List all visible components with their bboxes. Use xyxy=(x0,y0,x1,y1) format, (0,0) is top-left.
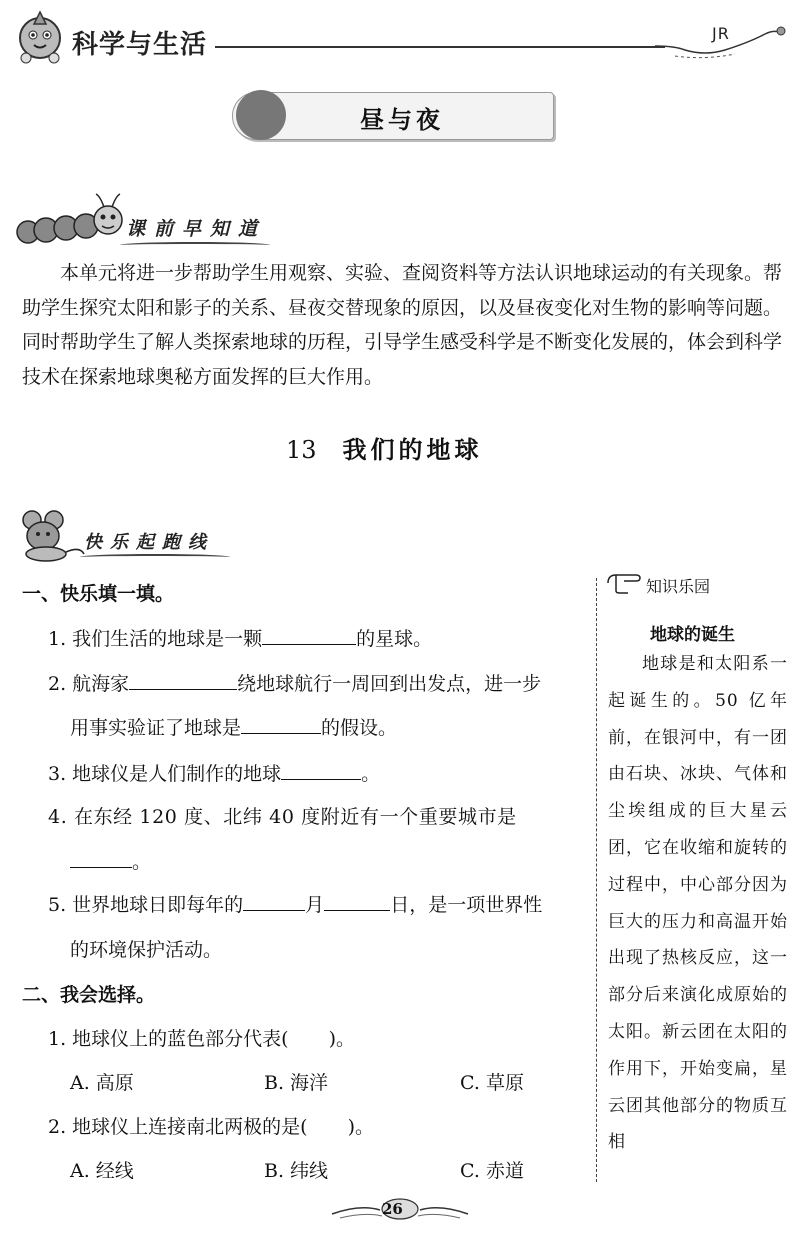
q2-text-line2: 用事实验证了地球是 xyxy=(70,717,242,739)
caterpillar-icon xyxy=(14,190,126,252)
choice1-option-a[interactable]: A. 高原 xyxy=(70,1072,134,1094)
q3-text-end: 。 xyxy=(361,763,381,785)
fill-question-5-line2 xyxy=(70,935,222,962)
choice1-stem-end: )。 xyxy=(328,1028,356,1050)
choice2-option-b[interactable]: B. 纬线 xyxy=(264,1160,329,1182)
q5-month-label: 月 xyxy=(305,894,325,916)
q4-blank[interactable] xyxy=(70,849,132,868)
q2-blank-2[interactable] xyxy=(241,715,321,734)
lesson-title: 我们的地球 xyxy=(342,436,483,464)
fill-question-4-line2 xyxy=(70,847,151,874)
q2-text: 2. 航海家 xyxy=(48,673,130,695)
section1-title: 一、快乐填一填。 xyxy=(22,583,175,605)
fill-question-5 xyxy=(48,890,542,917)
choice1-stem: 1. 地球仪上的蓝色部分代表( xyxy=(48,1028,289,1050)
series-title: 科学与生活 xyxy=(72,30,208,60)
practice-banner-underline xyxy=(80,554,230,560)
q1-text-end: 的星球。 xyxy=(356,628,433,650)
fill-question-2-line2 xyxy=(70,713,397,740)
choice2-option-c[interactable]: C. 赤道 xyxy=(460,1160,524,1182)
unit-intro-paragraph: 本单元将进一步帮助学生用观察、实验、查阅资料等方法认识地球运动的有关现象。帮助学生探究太阳和影子的关系、昼夜交替现象的原因，以及昼夜变化对生物的影响等问题。同时帮助学生了解人类探索地球的历程，引导学生感受科学是不断变化发展的，体会到科学技术在探索地球奥秘方面发挥的巨大作用。 xyxy=(22,262,783,388)
choice1-option-b[interactable]: B. 海洋 xyxy=(264,1072,329,1094)
q4-text: 4. 在东经 120 度、北纬 40 度附近有一个重要城市是 xyxy=(48,806,517,828)
q1-blank[interactable] xyxy=(262,626,356,645)
mouse-icon xyxy=(14,506,90,562)
fill-question-3 xyxy=(48,759,380,786)
fill-question-4 xyxy=(48,802,517,829)
sidebar-text: 地球是和太阳系一起诞生的。50 亿年前，在银河中，有一团由石块、冰块、气体和尘埃组成的巨大星云团，它在收缩和旋转的过程中，中心部分因为巨大的压力和高温开始出现了热核反应，这一部分后来演化成原始的太阳。新云团在太阳的作用下，开始变扁，星云团其他部分的物质互相 xyxy=(608,654,788,1153)
preview-banner: 课前早知道 xyxy=(126,218,267,240)
q3-blank[interactable] xyxy=(281,761,361,780)
edition-code: JR xyxy=(712,24,730,43)
q5-text: 5. 世界地球日即每年的 xyxy=(48,894,244,916)
q5-text-end: 的环境保护活动。 xyxy=(70,939,223,961)
choice2-stem-end: )。 xyxy=(347,1116,375,1138)
unit-title: 昼与夜 xyxy=(360,106,444,134)
fill-question-1 xyxy=(48,624,432,651)
choice2-option-a[interactable]: A. 经线 xyxy=(70,1160,134,1182)
fill-question-2 xyxy=(48,669,541,696)
page-number: 26 xyxy=(382,1200,403,1218)
lesson-heading xyxy=(286,430,483,465)
choice-question-1 xyxy=(48,1024,355,1051)
choice2-stem: 2. 地球仪上连接南北两极的是( xyxy=(48,1116,308,1138)
q5-blank-day[interactable] xyxy=(324,892,390,911)
header-rule xyxy=(215,46,665,48)
sidebar-title: 地球的诞生 xyxy=(650,625,735,645)
sidebar-heading: 知识乐园 xyxy=(646,577,711,596)
sidebar-divider xyxy=(596,578,597,1182)
q5-blank-month[interactable] xyxy=(243,892,305,911)
q2-text-mid: 绕地球航行一周回到出发点，进一步 xyxy=(237,673,542,695)
choice1-option-c[interactable]: C. 草原 xyxy=(460,1072,524,1094)
mascot-star-icon xyxy=(12,8,68,64)
q5-text-mid: 日，是一项世界性 xyxy=(390,894,543,916)
q4-text-end: 。 xyxy=(132,851,152,873)
q2-blank-1[interactable] xyxy=(129,671,237,690)
q1-text: 1. 我们生活的地球是一颗 xyxy=(48,628,263,650)
preview-banner-underline xyxy=(120,242,270,248)
unit-circle-ornament xyxy=(236,90,286,140)
q3-text: 3. 地球仪是人们制作的地球 xyxy=(48,763,282,785)
choice-question-2 xyxy=(48,1112,374,1139)
section2-title: 二、我会选择。 xyxy=(22,984,156,1006)
q2-text-end: 的假设。 xyxy=(321,717,398,739)
lesson-number: 13 xyxy=(286,436,317,464)
practice-banner: 快乐起跑线 xyxy=(84,532,214,553)
pointing-hand-icon xyxy=(606,571,642,595)
